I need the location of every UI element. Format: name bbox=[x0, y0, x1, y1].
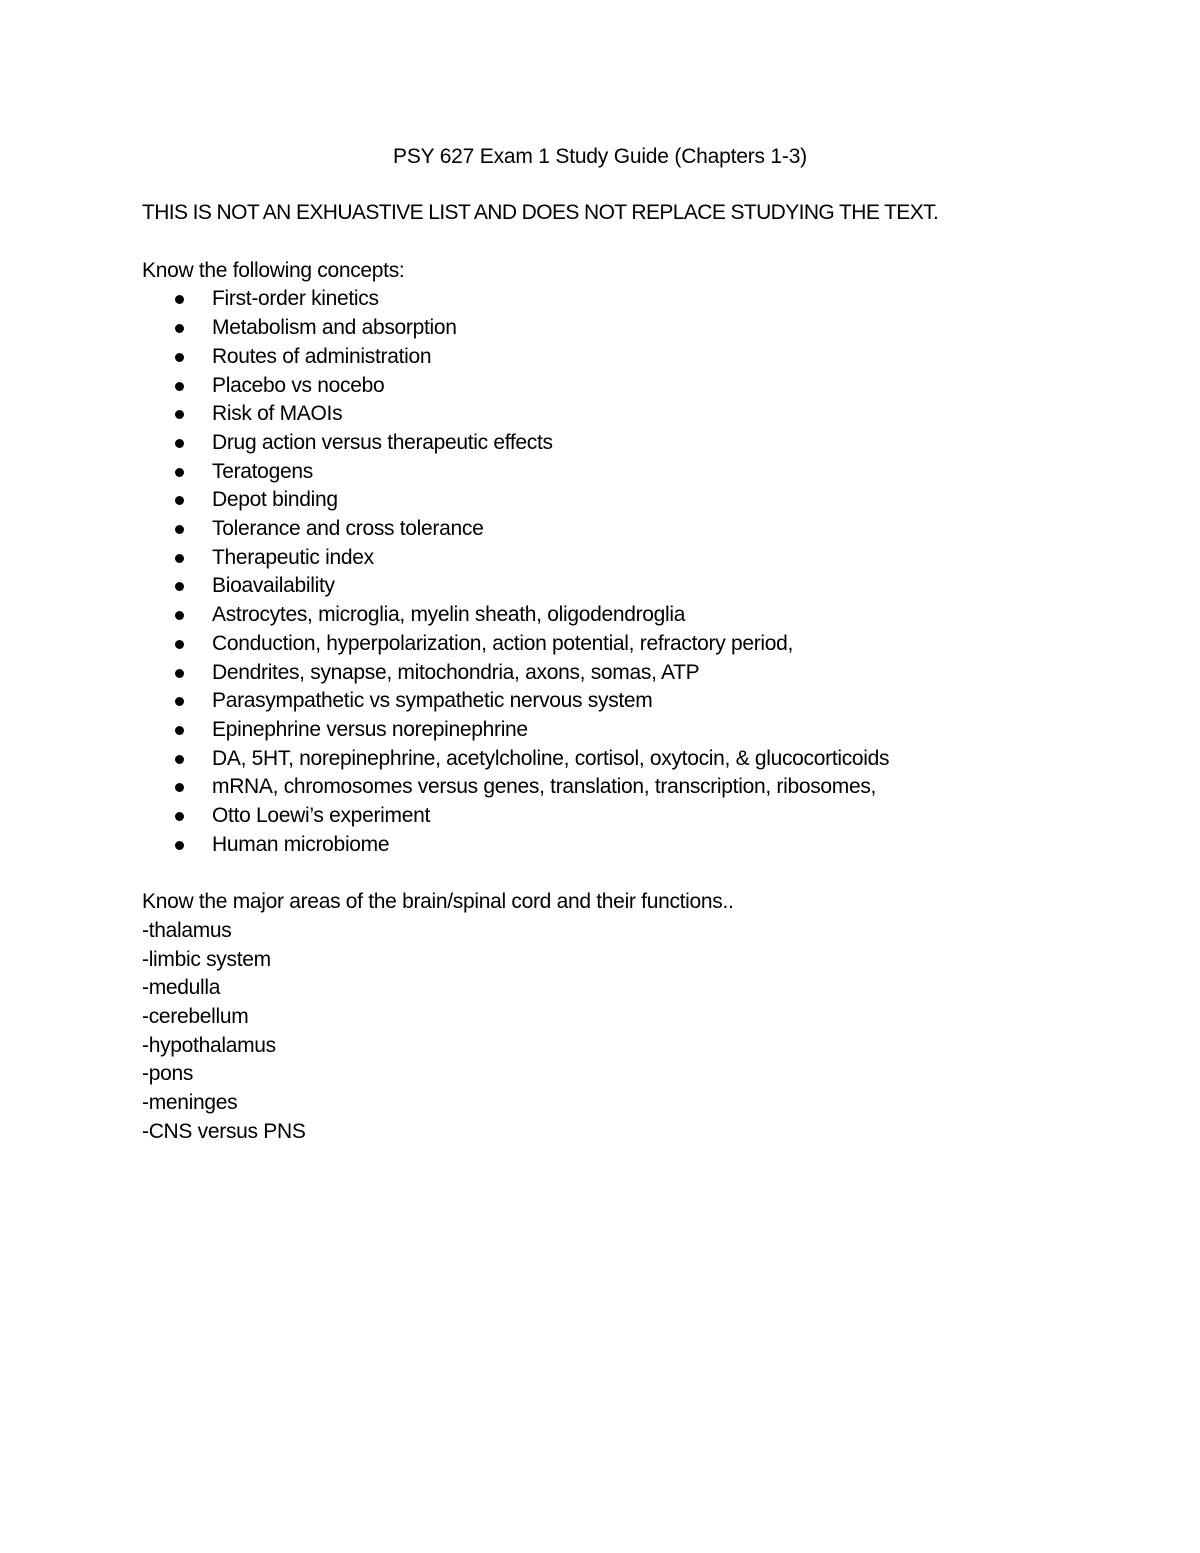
concept-list-item bbox=[142, 285, 1042, 314]
concept-text: Bioavailability bbox=[212, 574, 335, 598]
bullet-icon bbox=[175, 525, 184, 534]
concept-text: Therapeutic index bbox=[212, 545, 374, 569]
bullet-icon bbox=[175, 755, 184, 764]
concept-text: Dendrites, synapse, mitochondria, axons, somas, ATP bbox=[212, 660, 700, 684]
concept-list-item bbox=[142, 630, 1042, 659]
document-body bbox=[142, 198, 1042, 1146]
concept-list-item bbox=[142, 802, 1042, 831]
disclaimer-text: THIS IS NOT AN EXHUASTIVE LIST AND DOES NOT REPLACE STUDYING THE TEXT. bbox=[142, 201, 939, 224]
bullet-icon bbox=[175, 554, 184, 563]
concept-list-item bbox=[142, 314, 1042, 343]
bullet-icon bbox=[175, 697, 184, 706]
bullet-icon bbox=[175, 468, 184, 477]
concept-list-item bbox=[142, 400, 1042, 429]
bullet-icon bbox=[175, 295, 184, 304]
concept-text: First-order kinetics bbox=[212, 287, 379, 311]
bullet-icon bbox=[175, 640, 184, 649]
concept-list-item bbox=[142, 601, 1042, 630]
concept-text: Teratogens bbox=[212, 459, 313, 483]
bullet-icon bbox=[175, 382, 184, 391]
concept-list-item bbox=[142, 343, 1042, 372]
concept-list-item bbox=[142, 544, 1042, 573]
brain-area-item: -meninges bbox=[142, 1091, 238, 1115]
concept-text: Human microbiome bbox=[212, 832, 390, 856]
concept-list-item bbox=[142, 429, 1042, 458]
brain-area-item: -CNS versus PNS bbox=[142, 1119, 306, 1143]
concept-text: Routes of administration bbox=[212, 344, 432, 368]
bullet-icon bbox=[175, 410, 184, 419]
concept-text: Otto Loewi’s experiment bbox=[212, 804, 430, 828]
brain-areas-heading: Know the major areas of the brain/spinal cord and their functions.. bbox=[142, 890, 734, 914]
concept-text: Metabolism and absorption bbox=[212, 316, 457, 340]
concept-list-item bbox=[142, 687, 1042, 716]
concept-list-item bbox=[142, 486, 1042, 515]
concept-text: DA, 5HT, norepinephrine, acetylcholine, cortisol, oxytocin, & glucocorticoids bbox=[212, 746, 890, 770]
document-title: PSY 627 Exam 1 Study Guide (Chapters 1-3) bbox=[393, 145, 807, 168]
bullet-icon bbox=[175, 611, 184, 620]
concept-list-item bbox=[142, 458, 1042, 487]
bullet-icon bbox=[175, 812, 184, 821]
concept-text: Risk of MAOIs bbox=[212, 402, 343, 426]
concept-list-item bbox=[142, 572, 1042, 601]
blank-line bbox=[142, 228, 1042, 257]
concept-list-item bbox=[142, 659, 1042, 688]
bullet-icon bbox=[175, 726, 184, 735]
bullet-icon bbox=[175, 841, 184, 850]
brain-area-item: -hypothalamus bbox=[142, 1033, 276, 1057]
concept-text: Epinephrine versus norepinephrine bbox=[212, 717, 528, 741]
brain-area-item: -pons bbox=[142, 1062, 194, 1086]
blank-line bbox=[142, 859, 1042, 888]
concept-text: Parasympathetic vs sympathetic nervous system bbox=[212, 689, 653, 713]
concept-list-item bbox=[142, 716, 1042, 745]
concept-list-item bbox=[142, 515, 1042, 544]
bullet-icon bbox=[175, 669, 184, 678]
concept-list-item bbox=[142, 831, 1042, 860]
bullet-icon bbox=[175, 324, 184, 333]
concept-text: Placebo vs nocebo bbox=[212, 373, 385, 397]
brain-area-item: -cerebellum bbox=[142, 1004, 249, 1028]
concept-list-item bbox=[142, 745, 1042, 774]
bullet-icon bbox=[175, 783, 184, 792]
bullet-icon bbox=[175, 439, 184, 448]
concept-text: Depot binding bbox=[212, 488, 338, 512]
concept-text: mRNA, chromosomes versus genes, translation, transcription, ribosomes, bbox=[212, 775, 877, 799]
concept-text: Conduction, hyperpolarization, action potential, refractory period, bbox=[212, 631, 794, 655]
bullet-icon bbox=[175, 582, 184, 591]
brain-area-item: -limbic system bbox=[142, 947, 271, 971]
concepts-heading: Know the following concepts: bbox=[142, 258, 405, 282]
concept-list-item bbox=[142, 372, 1042, 401]
bullet-icon bbox=[175, 353, 184, 362]
concept-text: Drug action versus therapeutic effects bbox=[212, 430, 553, 454]
brain-area-item: -medulla bbox=[142, 976, 221, 1000]
brain-areas-list bbox=[142, 917, 1042, 1147]
bullet-icon bbox=[175, 496, 184, 505]
concept-list-item bbox=[142, 773, 1042, 802]
concept-text: Tolerance and cross tolerance bbox=[212, 517, 484, 541]
brain-area-item: -thalamus bbox=[142, 918, 232, 942]
concept-text: Astrocytes, microglia, myelin sheath, oligodendroglia bbox=[212, 603, 686, 627]
concepts-list bbox=[142, 285, 1042, 859]
